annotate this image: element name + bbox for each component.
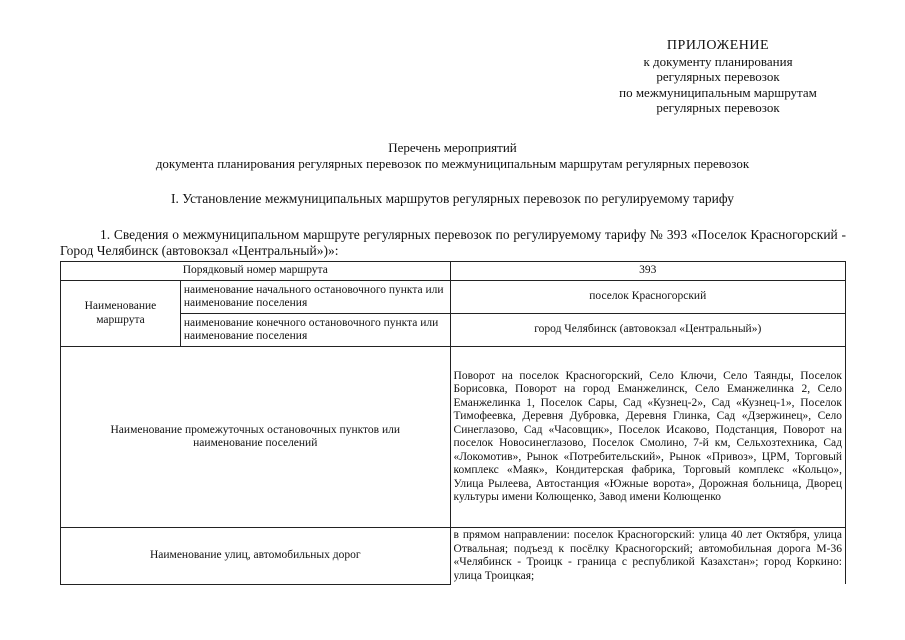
route-name-label: Наименование маршрута [61,281,181,347]
appendix-line-2: регулярных перевозок [656,69,780,84]
appendix-header [588,38,848,116]
route-number-label: Порядковый номер маршрута [61,262,451,281]
appendix-line-1: к документу планирования [643,53,793,69]
table-row [61,262,846,281]
route-info-paragraph: 1. Сведения о межмуниципальном маршруте регулярных перевозок по регулируемому тарифу № 393 «Поселок Красногорский - Город Челябинск (автовокзал «Центральный»)»: [60,227,846,258]
intermediate-stops-label: Наименование промежуточных остановочных пунктов или наименование поселений [61,347,451,528]
appendix-line-3: по межмуниципальным маршрутам [619,84,817,100]
end-point-label: наименование конечного остановочного пункта или наименование поселения [180,314,450,347]
appendix-line-4: регулярных перевозок [656,100,780,115]
end-point-value: город Челябинск (автовокзал «Центральный») [450,314,845,347]
streets-cell [450,528,845,585]
table-row [61,528,846,585]
appendix-heading: ПРИЛОЖЕНИЕ [666,38,770,53]
table-row [61,347,846,528]
streets-label: Наименование улиц, автомобильных дорог [61,528,451,585]
start-point-label: наименование начального остановочного пункта или наименование поселения [180,281,450,314]
streets-value: в прямом направлении: поселок Красногорский: улица 40 лет Октября, улица Отвальная; подъезд к посёлку Красногорский; автомобильная дорога М-36 «Челябинск - Троицк - граница с республикой Казахстан»; город Коркино: улица Троицкая; [453,529,842,582]
section-title: I. Установление межмуниципальных маршрутов регулярных перевозок по регулируемому тарифу [170,191,735,206]
start-point-value: поселок Красногорский [450,281,845,314]
table-row [61,281,846,314]
route-number-value: 393 [450,262,845,281]
document-title: Перечень мероприятий [388,140,517,155]
intermediate-stops-value: Поворот на поселок Красногорский, Село Ключи, Село Таянды, Поселок Борисовка, Поворот на город Еманжелинск, Село Еманжелинка 2, Село Еманжелинка 1, Поселок Сары, Сад «Кузнец-2», Сад «Кузнец-1», Поселок Тимофеевка, Деревня Дубровка, Деревня Глинка, Сад «Дзержинец», Село Синеглазово, Сад «Часовщик», Поселок Исаково, Подстанция, Поворот на поселок Новосинеглазово, Поселок Смолино, 7-й км, Сельхозтехника, Сад «Локомотив», Рынок «Потребительский», Рынок «Привоз», ЦРМ, Торговый комплекс «Маяк», Кондитерская фабрика, Торговый комплекс «Кольцо», Улица Рылеева, Автостанция «Южные ворота», Дорожная больница, Дворец культуры имени Колющенко, Завод имени Колющенко [450,347,845,528]
route-table [60,261,846,585]
document-subtitle: документа планирования регулярных перевозок по межмуниципальным маршрутам регулярных перевозок [155,156,750,171]
